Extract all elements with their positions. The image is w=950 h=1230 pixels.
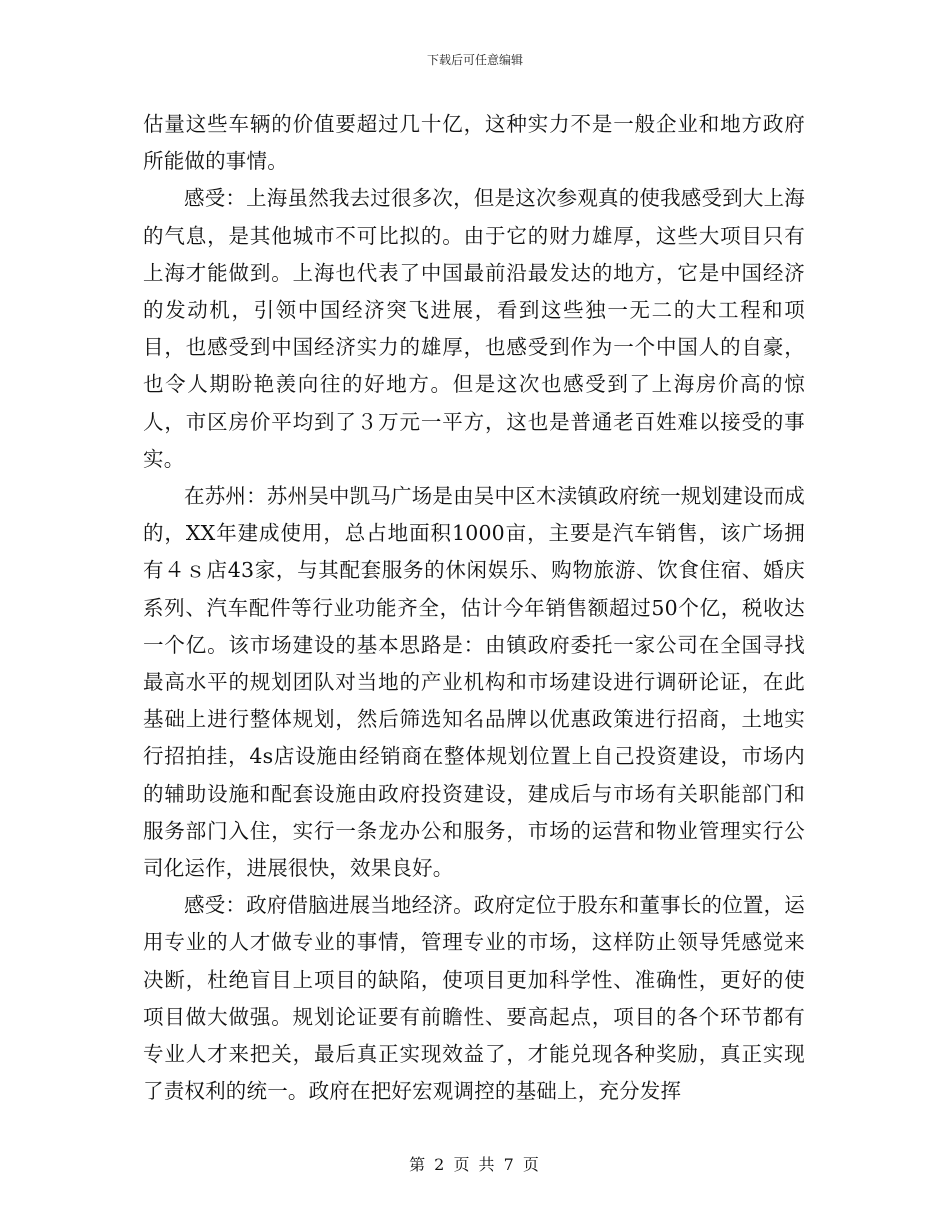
- paragraph-4: 感受：政府借脑进展当地经济。政府定位于股东和董事长的位置，运用专业的人才做专业的事情，管理专业的市场，这样防止领导凭感觉来决断，杜绝盲目上项目的缺陷，使项目更加科学性、准确性，更好的使项目做大做强。规划论证要有前瞻性、要高起点，项目的各个环节都有专业人才来把关，最后真正实现效益了，才能兑现各种奖励，真正实现了责权利的统一。政府在把好宏观调控的基础上，充分发挥: [143, 893, 805, 1104]
- paragraph-1: 估量这些车辆的价值要超过几十亿，这种实力不是一般企业和地方政府所能做的事情。: [143, 112, 805, 174]
- paragraph-2: 感受：上海虽然我去过很多次，但是这次参观真的使我感受到大上海的气息，是其他城市不可比拟的。由于它的财力雄厚，这些大项目只有上海才能做到。上海也代表了中国最前沿最发达的地方，它是中国经济的发动机，引领中国经济突飞进展，看到这些独一无二的大工程和项目，也感受到中国经济实力的雄厚，也感受到作为一个中国人的自豪，也令人期盼艳羡向往的好地方。但是这次也感受到了上海房价高的惊人，市区房价平均到了３万元一平方，这也是普通老百姓难以接受的事实。: [143, 186, 805, 471]
- document-body: [143, 106, 805, 1110]
- page-number-footer: 第 2 页 共 7 页: [409, 1155, 541, 1174]
- page-header: 下载后可任意编辑: [426, 53, 523, 67]
- paragraph-3: 在苏州：苏州吴中凯马广场是由吴中区木渎镇政府统一规划建设而成的，XX年建成使用，总占地面积1000亩，主要是汽车销售，该广场拥有４ｓ店43家，与其配套服务的休闲娱乐、购物旅游、饮食住宿、婚庆系列、汽车配件等行业功能齐全，估计今年销售额超过50个亿，税收达一个亿。该市场建设的基本思路是：由镇政府委托一家公司在全国寻找最高水平的规划团队对当地的产业机构和市场建设进行调研论证，在此基础上进行整体规划，然后筛选知名品牌以优惠政策进行招商，土地实行招拍挂，4s店设施由经销商在整体规划位置上自己投资建设，市场内的辅助设施和配套设施由政府投资建设，建成后与市场有关职能部门和服务部门入住，实行一条龙办公和服务，市场的运营和物业管理实行公司化运作，进展很快，效果良好。: [143, 484, 805, 881]
